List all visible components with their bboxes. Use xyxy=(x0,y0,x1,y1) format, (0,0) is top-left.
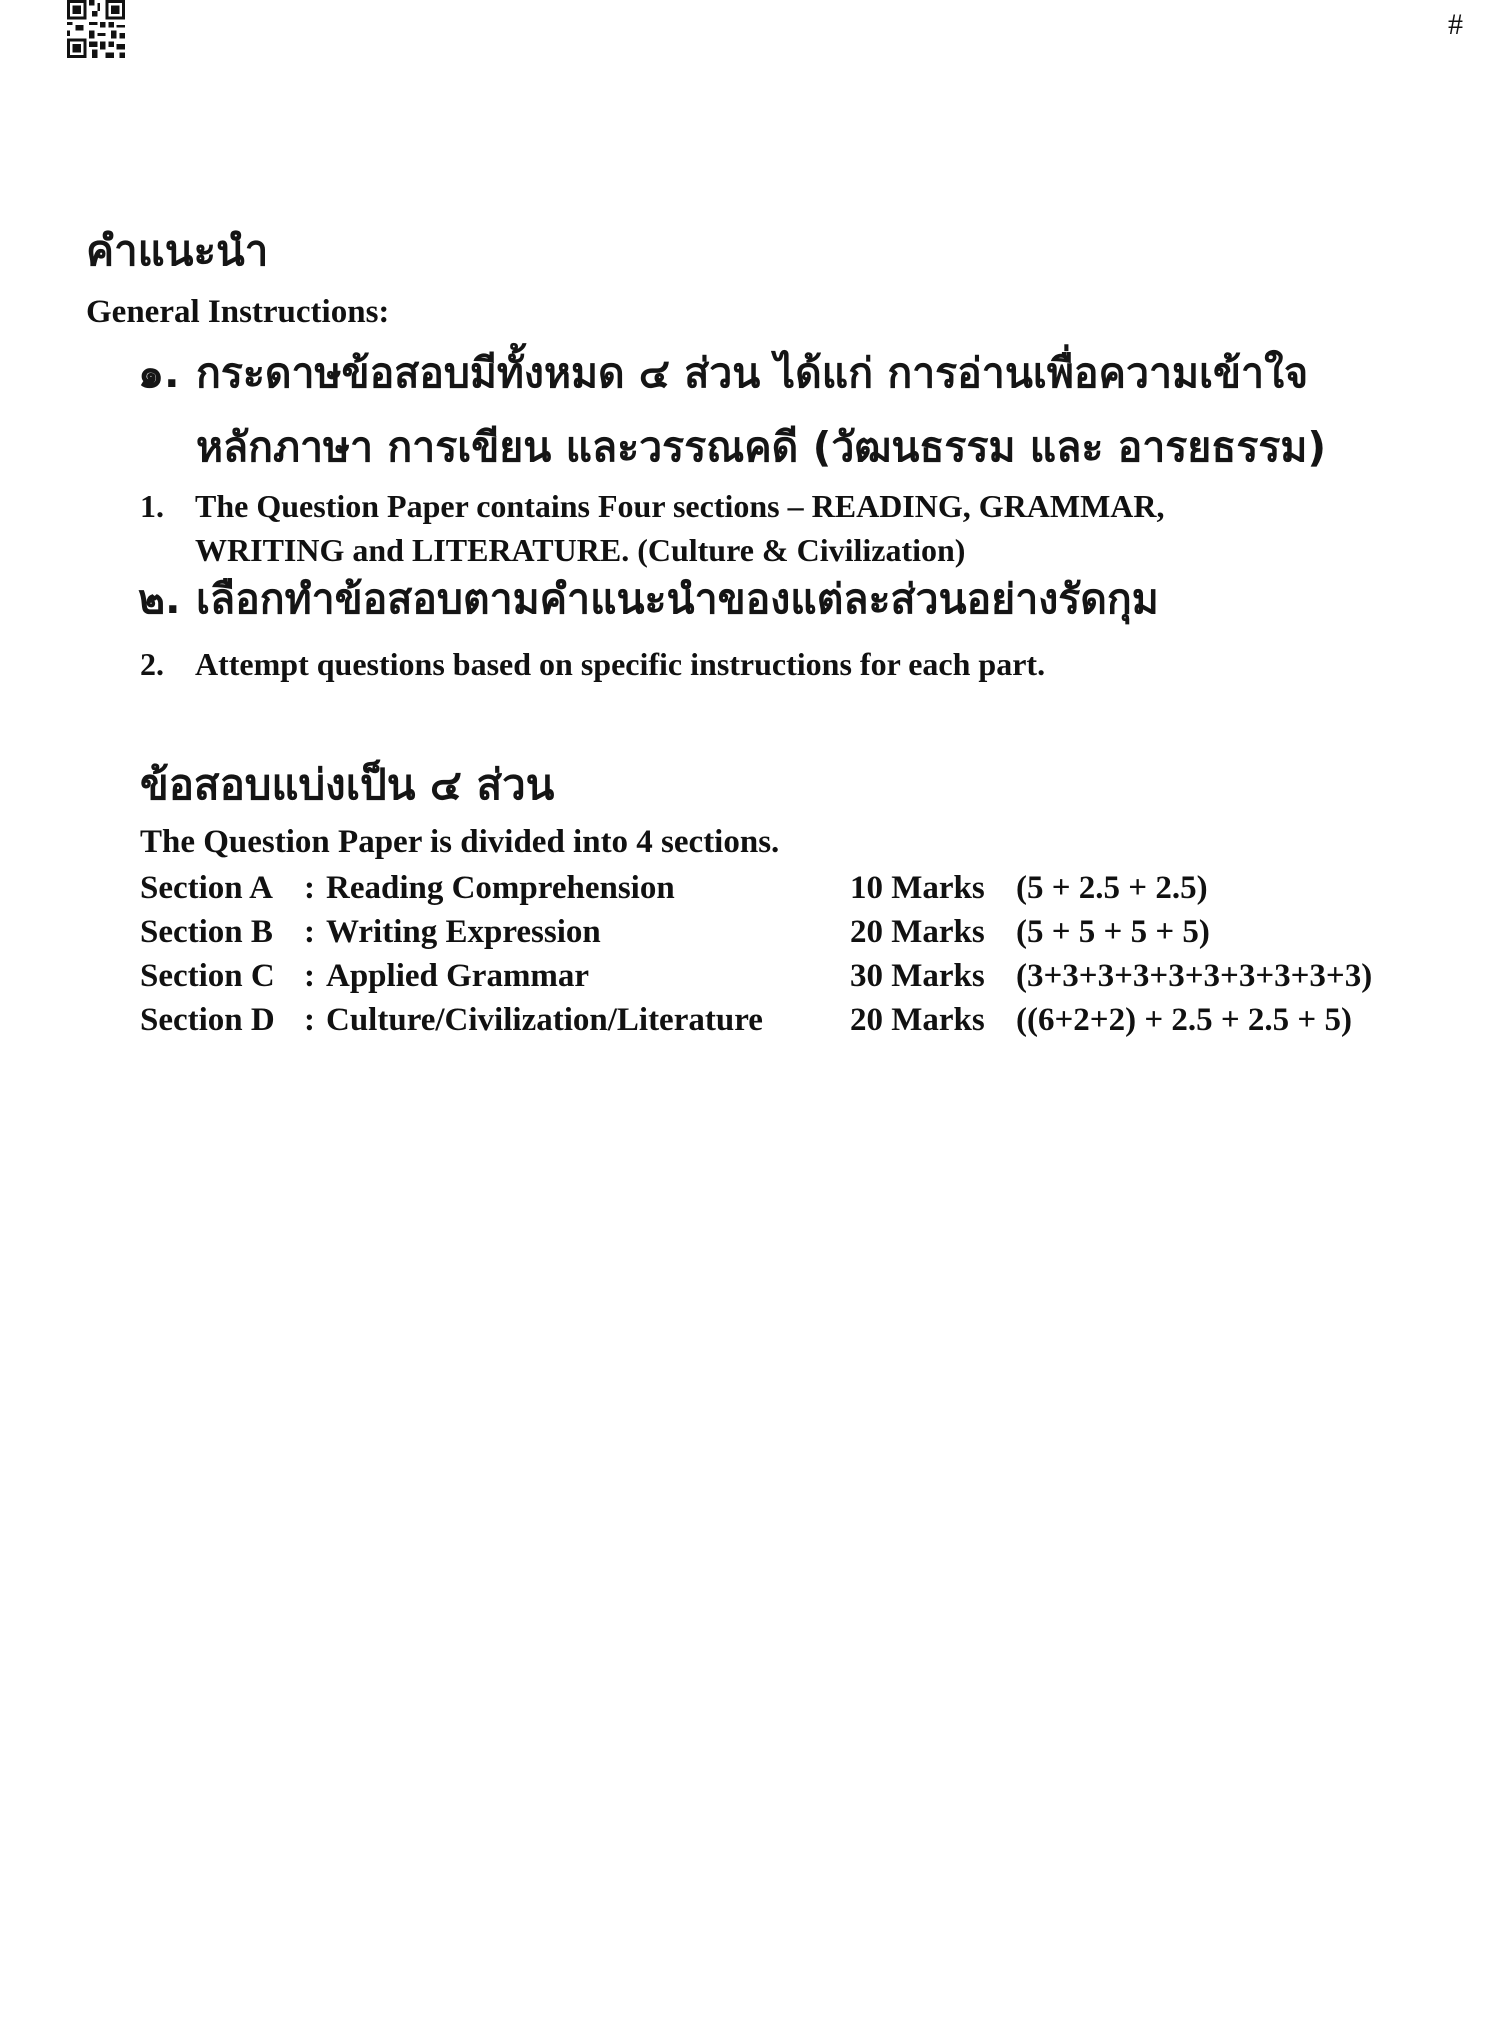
instruction-1-thai xyxy=(138,336,1326,484)
section-title: Writing Expression xyxy=(326,914,601,950)
section-name: Section A xyxy=(140,870,273,906)
section-marks: 10 Marks xyxy=(850,870,985,906)
instruction-1-english xyxy=(140,484,1164,572)
section-name: Section B xyxy=(140,914,273,950)
instruction-text: WRITING and LITERATURE. (Culture & Civilization) xyxy=(195,532,966,568)
division-heading-english: The Question Paper is divided into 4 sections. xyxy=(140,824,780,860)
instruction-2-thai xyxy=(138,562,1159,636)
instructions-heading-english: General Instructions: xyxy=(86,294,390,330)
section-name: Section C xyxy=(140,958,275,994)
separator: : xyxy=(304,914,315,950)
page-mark: # xyxy=(1448,8,1463,41)
instruction-number: 2. xyxy=(140,646,164,682)
section-title: Culture/Civilization/Literature xyxy=(326,1002,763,1038)
division-heading-thai: ข้อสอบแบ่งเป็น ๔ ส่วน xyxy=(140,760,555,809)
instruction-text: The Question Paper contains Four sections – READING, GRAMMAR, xyxy=(195,488,1165,524)
instructions-heading-thai: คำแนะนำ xyxy=(86,226,269,275)
separator: : xyxy=(304,1002,315,1038)
section-row xyxy=(140,954,1372,998)
section-marks: 20 Marks xyxy=(850,1002,985,1038)
section-title: Reading Comprehension xyxy=(326,870,675,906)
section-marks-breakdown: (5 + 2.5 + 2.5) xyxy=(1016,870,1208,906)
sections-list xyxy=(140,866,1372,1042)
section-marks-breakdown: (5 + 5 + 5 + 5) xyxy=(1016,914,1210,950)
instruction-text: เลือกทำข้อสอบตามคำแนะนำของแต่ละส่วนอย่างรัดกุม xyxy=(196,575,1159,623)
instruction-number: ๑. xyxy=(138,349,180,397)
instruction-number: ๒. xyxy=(138,575,181,623)
section-row xyxy=(140,998,1372,1042)
section-marks: 20 Marks xyxy=(850,914,985,950)
qr-code-icon xyxy=(66,0,126,58)
section-row xyxy=(140,910,1372,954)
section-row xyxy=(140,866,1372,910)
instruction-number: 1. xyxy=(140,488,164,524)
instruction-text: กระดาษข้อสอบมีทั้งหมด ๔ ส่วน ได้แก่ การอ่านเพื่อความเข้าใจ xyxy=(196,349,1309,397)
instruction-2-english xyxy=(140,642,1045,686)
instruction-text: Attempt questions based on specific instructions for each part. xyxy=(195,646,1046,682)
section-marks-breakdown: ((6+2+2) + 2.5 + 2.5 + 5) xyxy=(1016,1002,1352,1038)
section-marks: 30 Marks xyxy=(850,958,985,994)
separator: : xyxy=(304,870,315,906)
instruction-text: หลักภาษา การเขียน และวรรณคดี (วัฒนธรรม และ อารยธรรม) xyxy=(196,423,1327,471)
section-name: Section D xyxy=(140,1002,275,1038)
section-marks-breakdown: (3+3+3+3+3+3+3+3+3+3) xyxy=(1016,958,1373,994)
separator: : xyxy=(304,958,315,994)
section-title: Applied Grammar xyxy=(326,958,590,994)
